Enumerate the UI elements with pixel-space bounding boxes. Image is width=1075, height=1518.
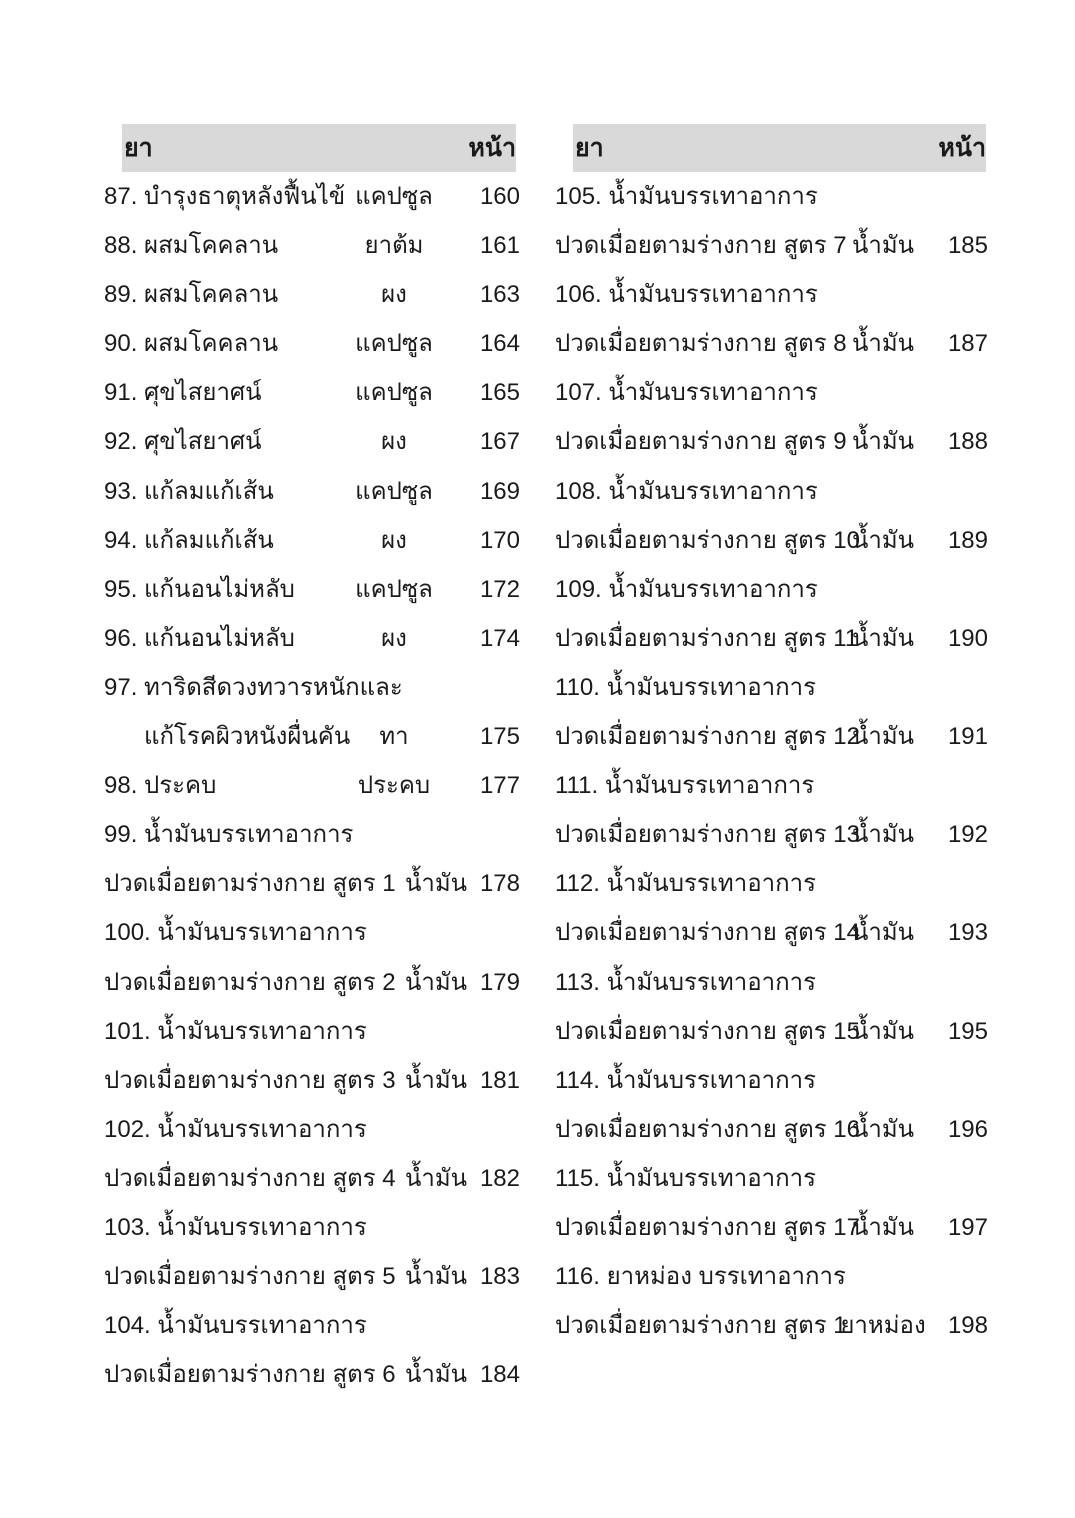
- entry-name: 97. ทาริดสีดวงทวารหนักและ: [104, 673, 403, 701]
- entry-name: 102. น้ำมันบรรเทาอาการ: [104, 1115, 367, 1143]
- entry-form: แคปซูล: [355, 477, 433, 505]
- index-entry-line: [555, 810, 988, 859]
- index-entry-line: [104, 172, 520, 221]
- entry-form: แคปซูล: [355, 379, 433, 407]
- entry-form: ผง: [381, 526, 407, 554]
- entry-name: 95. แก้นอนไม่หลับ: [104, 575, 295, 603]
- entry-name: ปวดเมื่อยตามร่างกาย สูตร 11: [555, 624, 859, 652]
- index-entry-line: [555, 565, 988, 614]
- entry-name: ปวดเมื่อยตามร่างกาย สูตร 8: [555, 330, 847, 358]
- entry-form: น้ำมัน: [851, 1213, 915, 1241]
- entry-name: 113. น้ำมันบรรเทาอาการ: [555, 968, 817, 996]
- entry-form: น้ำมัน: [851, 723, 915, 751]
- entry-page: 191: [947, 723, 988, 751]
- index-entry-line: [555, 1105, 988, 1154]
- index-entry-line: [104, 614, 520, 663]
- entry-name: 91. ศุขไสยาศน์: [104, 379, 262, 407]
- entry-form: น้ำมัน: [851, 330, 915, 358]
- index-entry-line: [104, 319, 520, 368]
- column-header: [122, 124, 516, 172]
- entry-name: ปวดเมื่อยตามร่างกาย สูตร 16: [555, 1115, 860, 1143]
- entry-name: 90. ผสมโคคลาน: [104, 330, 279, 358]
- index-entry-line: [555, 712, 988, 761]
- index-entry-line: [555, 1154, 988, 1203]
- entry-name: 112. น้ำมันบรรเทาอาการ: [555, 870, 817, 898]
- entry-page: 174: [479, 624, 520, 652]
- index-column-right: [555, 124, 988, 1350]
- entry-page: 175: [479, 723, 520, 751]
- entry-form: น้ำมัน: [851, 624, 915, 652]
- entry-name: ปวดเมื่อยตามร่างกาย สูตร 15: [555, 1017, 860, 1045]
- index-entry-line: [555, 417, 988, 466]
- entry-name: ปวดเมื่อยตามร่างกาย สูตร 6: [104, 1361, 396, 1389]
- index-entry-line: [555, 1056, 988, 1105]
- entry-form: ประคบ: [357, 772, 431, 800]
- index-entry-line: [555, 1203, 988, 1252]
- entry-name: 87. บำรุงธาตุหลังฟื้นไข้: [104, 183, 346, 210]
- header-drug-label: ยา: [124, 134, 153, 162]
- entry-page: 165: [479, 379, 520, 407]
- index-entry-line: [104, 270, 520, 319]
- entry-form: แคปซูล: [355, 330, 433, 358]
- entry-list: [104, 172, 520, 1399]
- index-entry-line: [104, 810, 520, 859]
- index-entry-line: [104, 221, 520, 270]
- entry-page: 160: [479, 183, 520, 210]
- entry-name: 89. ผสมโคคลาน: [104, 281, 279, 309]
- index-entry-line: [104, 663, 520, 712]
- entry-form: น้ำมัน: [404, 1066, 468, 1094]
- entry-page: 192: [947, 821, 988, 849]
- index-entry-line: [555, 319, 988, 368]
- entry-page: 193: [947, 919, 988, 947]
- index-entry-line: [104, 1105, 520, 1154]
- entry-name: ปวดเมื่อยตามร่างกาย สูตร 17: [555, 1213, 860, 1241]
- entry-form: แคปซูล: [355, 183, 433, 210]
- column-header: [573, 124, 986, 172]
- entry-form: ยาต้ม: [364, 232, 424, 260]
- entry-name: 107. น้ำมันบรรเทาอาการ: [555, 379, 818, 407]
- index-entry-line: [555, 761, 988, 810]
- entry-name: 104. น้ำมันบรรเทาอาการ: [104, 1312, 367, 1340]
- index-entry-line: [555, 614, 988, 663]
- entry-form: น้ำมัน: [851, 1115, 915, 1143]
- entry-page: 182: [479, 1164, 520, 1192]
- entry-form: ผง: [381, 624, 407, 652]
- entry-name: 101. น้ำมันบรรเทาอาการ: [104, 1017, 367, 1045]
- entry-name: ปวดเมื่อยตามร่างกาย สูตร 10: [555, 526, 860, 554]
- entry-name: 106. น้ำมันบรรเทาอาการ: [555, 281, 818, 309]
- entry-name: ปวดเมื่อยตามร่างกาย สูตร 1: [104, 870, 396, 898]
- entry-form: น้ำมัน: [851, 1017, 915, 1045]
- index-entry-line: [104, 467, 520, 516]
- entry-name: ปวดเมื่อยตามร่างกาย สูตร 13: [555, 821, 860, 849]
- index-entry-line: [555, 467, 988, 516]
- entry-page: 190: [947, 624, 988, 652]
- entry-name: 92. ศุขไสยาศน์: [104, 428, 262, 456]
- entry-page: 177: [479, 772, 520, 800]
- entry-form: น้ำมัน: [851, 428, 915, 456]
- entry-name: 100. น้ำมันบรรเทาอาการ: [104, 919, 367, 947]
- entry-name: 108. น้ำมันบรรเทาอาการ: [555, 477, 818, 505]
- entry-name: 94. แก้ลมแก้เส้น: [104, 526, 274, 554]
- entry-form: น้ำมัน: [851, 821, 915, 849]
- index-entry-line: [104, 417, 520, 466]
- entry-list: [555, 172, 988, 1350]
- entry-form: น้ำมัน: [851, 232, 915, 260]
- entry-page: 198: [947, 1312, 988, 1340]
- entry-name: 98. ประคบ: [104, 772, 217, 800]
- entry-page: 184: [479, 1361, 520, 1389]
- entry-name: 116. ยาหม่อง บรรเทาอาการ: [555, 1263, 846, 1291]
- entry-form: น้ำมัน: [404, 968, 468, 996]
- entry-name: 110. น้ำมันบรรเทาอาการ: [555, 673, 817, 701]
- entry-form: น้ำมัน: [404, 870, 468, 898]
- entry-form: ผง: [381, 428, 407, 456]
- index-entry-line: [555, 270, 988, 319]
- entry-name: 93. แก้ลมแก้เส้น: [104, 477, 274, 505]
- entry-name: 88. ผสมโคคลาน: [104, 232, 279, 260]
- index-entry-line: [555, 221, 988, 270]
- entry-name: ปวดเมื่อยตามร่างกาย สูตร 2: [104, 968, 396, 996]
- index-entry-line: [555, 172, 988, 221]
- entry-form: ผง: [381, 281, 407, 309]
- index-entry-line: [104, 859, 520, 908]
- entry-form: น้ำมัน: [851, 919, 915, 947]
- entry-name: 103. น้ำมันบรรเทาอาการ: [104, 1213, 367, 1241]
- entry-form: น้ำมัน: [404, 1164, 468, 1192]
- entry-name: แก้โรคผิวหนังผื่นคัน: [144, 723, 351, 751]
- entry-name: ปวดเมื่อยตามร่างกาย สูตร 7: [555, 232, 847, 260]
- entry-name: ปวดเมื่อยตามร่างกาย สูตร 5: [104, 1263, 396, 1291]
- index-entry-line: [555, 859, 988, 908]
- index-entry-line: [104, 1007, 520, 1056]
- index-entry-line: [104, 565, 520, 614]
- index-entry-line: [555, 1252, 988, 1301]
- index-entry-line: [104, 1056, 520, 1105]
- index-entry-line: [555, 958, 988, 1007]
- entry-name: ปวดเมื่อยตามร่างกาย สูตร 14: [555, 919, 860, 947]
- index-entry-line: [104, 1350, 520, 1399]
- index-entry-line: [104, 908, 520, 957]
- entry-form: น้ำมัน: [404, 1361, 468, 1389]
- index-entry-line: [104, 516, 520, 565]
- entry-page: 179: [479, 968, 520, 996]
- entry-page: 167: [479, 428, 520, 456]
- entry-page: 164: [479, 330, 520, 358]
- index-column-left: [104, 124, 520, 1399]
- entry-page: 169: [479, 477, 520, 505]
- entry-name: 99. น้ำมันบรรเทาอาการ: [104, 821, 354, 849]
- entry-name: 109. น้ำมันบรรเทาอาการ: [555, 575, 818, 603]
- index-entry-line: [555, 1007, 988, 1056]
- entry-page: 181: [479, 1066, 520, 1094]
- entry-page: 195: [947, 1017, 988, 1045]
- index-entry-line: [104, 1252, 520, 1301]
- index-entry-line: [104, 1203, 520, 1252]
- entry-name: ปวดเมื่อยตามร่างกาย สูตร 12: [555, 723, 860, 751]
- index-entry-line: [104, 958, 520, 1007]
- index-entry-line: [555, 368, 988, 417]
- entry-name: 96. แก้นอนไม่หลับ: [104, 624, 295, 652]
- index-entry-line: [555, 516, 988, 565]
- entry-name: 114. น้ำมันบรรเทาอาการ: [555, 1066, 817, 1094]
- entry-page: 161: [479, 232, 520, 260]
- entry-page: 183: [479, 1263, 520, 1291]
- header-page-label: หน้า: [938, 134, 986, 162]
- entry-page: 163: [479, 281, 520, 309]
- index-entry-line: [104, 368, 520, 417]
- entry-page: 188: [947, 428, 988, 456]
- index-entry-line: [104, 1154, 520, 1203]
- entry-page: 178: [479, 870, 520, 898]
- entry-name: 115. น้ำมันบรรเทาอาการ: [555, 1164, 817, 1192]
- entry-page: 185: [947, 232, 988, 260]
- entry-page: 170: [479, 526, 520, 554]
- entry-form: ยาหม่อง: [840, 1312, 926, 1340]
- entry-page: 189: [947, 526, 988, 554]
- entry-form: น้ำมัน: [851, 526, 915, 554]
- entry-form: ทา: [379, 723, 409, 751]
- index-entry-line: [104, 712, 520, 761]
- entry-page: 172: [479, 575, 520, 603]
- entry-page: 197: [947, 1213, 988, 1241]
- entry-name: 111. น้ำมันบรรเทาอาการ: [555, 772, 815, 800]
- index-entry-line: [555, 1301, 988, 1350]
- entry-name: ปวดเมื่อยตามร่างกาย สูตร 4: [104, 1164, 396, 1192]
- entry-name: ปวดเมื่อยตามร่างกาย สูตร 3: [104, 1066, 396, 1094]
- header-page-label: หน้า: [468, 134, 516, 162]
- entry-name: ปวดเมื่อยตามร่างกาย สูตร 1: [555, 1312, 847, 1340]
- entry-name: ปวดเมื่อยตามร่างกาย สูตร 9: [555, 428, 847, 456]
- entry-form: น้ำมัน: [404, 1263, 468, 1291]
- index-entry-line: [104, 1301, 520, 1350]
- header-drug-label: ยา: [575, 134, 604, 162]
- entry-name: 105. น้ำมันบรรเทาอาการ: [555, 183, 818, 210]
- index-entry-line: [104, 761, 520, 810]
- entry-form: แคปซูล: [355, 575, 433, 603]
- entry-page: 196: [947, 1115, 988, 1143]
- index-entry-line: [555, 663, 988, 712]
- entry-page: 187: [947, 330, 988, 358]
- index-entry-line: [555, 908, 988, 957]
